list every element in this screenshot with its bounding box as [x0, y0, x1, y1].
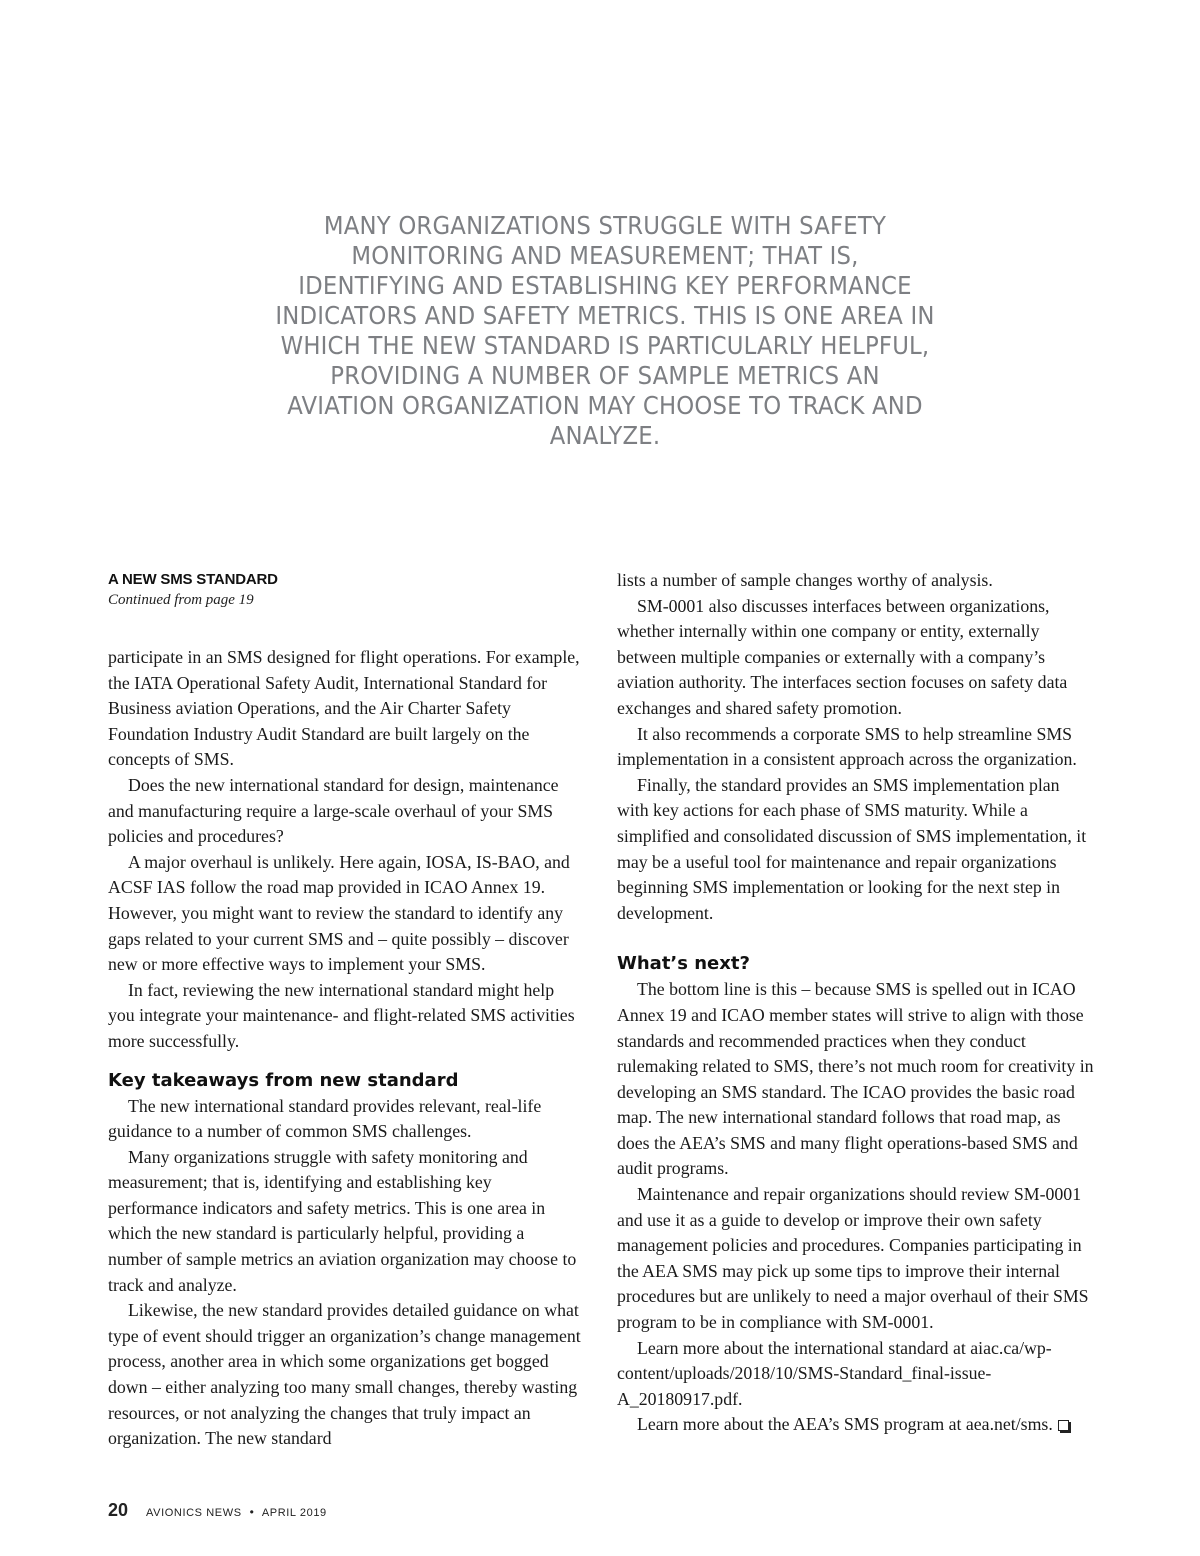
continued-note: Continued from page 19	[108, 592, 254, 608]
section-label: A NEW SMS STANDARD	[108, 571, 278, 588]
publication-name: AVIONICS NEWS	[146, 1507, 242, 1519]
paragraph: participate in an SMS designed for flight operations. For example, the IATA Operational Safety Audit, International Standard for Business aviation Operations, and the Air Charter Safety Foundation Industry Audit Standard are built largely on the concepts of SMS.	[108, 647, 580, 770]
issue-date: APRIL 2019	[261, 1507, 327, 1519]
separator-bullet: •	[249, 1505, 254, 1519]
paragraph: It also recommends a corporate SMS to help streamline SMS implementation in a consistent approach across the organization.	[617, 723, 1077, 770]
left-column	[108, 568, 583, 1452]
paragraph-text: Learn more about the AEA’s SMS program at aea.net/sms.	[637, 1414, 1053, 1435]
subhead-key-takeaways: Key takeaways from new standard	[108, 1069, 459, 1091]
paragraph: A major overhaul is unlikely. Here again, IOSA, IS-BAO, and ACSF IAS follow the road map provided in ICAO Annex 19. However, you might want to review the standard to identify any gaps related to your current SMS and – quite possibly – discover new or more effective ways to implement your SMS.	[108, 851, 570, 975]
paragraph-last	[617, 1412, 1095, 1438]
paragraph: Likewise, the new standard provides detailed guidance on what type of event should trigger an organization’s change management process, another area in which some organizations get bogged down – either analyzing too many small changes, thereby wasting resources, or not analyzing the changes that truly impact an organization. The new standard	[108, 1300, 581, 1449]
paragraph: Does the new international standard for design, maintenance and manufacturing require a large-scale overhaul of your SMS policies and procedures?	[108, 774, 559, 847]
paragraph: In fact, reviewing the new international standard might help you integrate your maintenance- and flight-related SMS activities more successfully.	[108, 979, 575, 1051]
paragraph: lists a number of sample changes worthy of analysis.	[617, 570, 993, 590]
right-column	[617, 568, 1095, 1438]
paragraph: Many organizations struggle with safety monitoring and measurement; that is, identifying and establishing key performance indicators and safety metrics. This is one area in which the new standard is particularly helpful, providing a number of sample metrics an aviation organization may choose to track and analyze.	[108, 1146, 577, 1295]
page-number: 20	[108, 1500, 129, 1520]
paragraph: Learn more about the international standard at aiac.ca/wp-content/uploads/2018/10/SMS-Standard_final-issue-A_20180917.pdf.	[617, 1337, 1052, 1409]
page-footer	[108, 1500, 327, 1521]
pull-quote: MANY ORGANIZATIONS STRUGGLE WITH SAFETY MONITORING AND MEASUREMENT; THAT IS, IDENTIFYING AND ESTABLISHING KEY PERFORMANCE INDICATORS AND SAFETY METRICS. THIS IS ONE AREA IN WHICH THE NEW STANDARD IS PARTICULARLY HELPFUL, PROVIDING A NUMBER OF SAMPLE METRICS AN AVIATION ORGANIZATION MAY CHOOSE TO TRACK AND ANALYZE.	[275, 211, 935, 450]
paragraph: SM-0001 also discusses interfaces between organizations, whether internally within one company or entity, externally between multiple companies or externally with a company’s aviation authority. The interfaces section focuses on safety data exchanges and shared safety promotion.	[617, 595, 1068, 718]
paragraph: Maintenance and repair organizations should review SM-0001 and use it as a guide to develop or improve their own safety management policies and procedures. Companies participating in the AEA SMS may pick up some tips to improve their internal procedures but are unlikely to need a major overhaul of their SMS program to be in compliance with SM-0001.	[617, 1184, 1089, 1333]
paragraph: The bottom line is this – because SMS is spelled out in ICAO Annex 19 and ICAO member states will strive to align with those standards and recommended practices when they conduct rulemaking related to SMS, there’s not much room for creativity in developing an SMS standard. The ICAO provides the basic road map. The new international standard follows that road map, as does the AEA’s SMS and many flight operations-based SMS and audit programs.	[617, 979, 1094, 1179]
subhead-whats-next: What’s next?	[617, 953, 750, 975]
paragraph: The new international standard provides relevant, real-life guidance to a number of common SMS challenges.	[108, 1095, 542, 1142]
end-mark-icon	[1058, 1420, 1069, 1431]
paragraph: Finally, the standard provides an SMS implementation plan with key actions for each phase of SMS maturity. While a simplified and consolidated discussion of SMS implementation, it may be a useful tool for maintenance and repair organizations beginning SMS implementation or looking for the next step in development.	[617, 774, 1087, 923]
